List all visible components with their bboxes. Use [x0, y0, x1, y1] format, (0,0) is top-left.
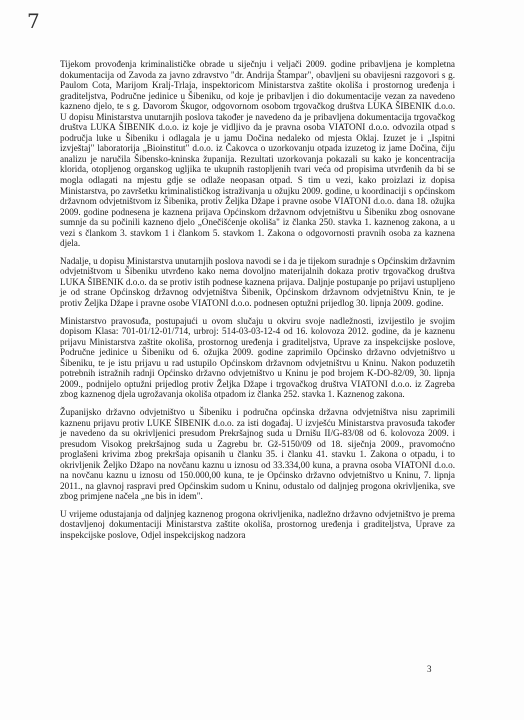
paragraph-2: Nadalje, u dopisu Ministarstva unutarnjih poslova navodi se i da je tijekom suradnje s Općinskim državnim odvjetništvom u Šibeniku utvrđeno kako nema dovoljno materijalnih dokaza protiv trgovačkog društva LUKA ŠIBENIK d.o.o. da se protiv istih podnese kaznena prijava. Daljnje postupanje po prijavi ustupljeno je od strane Općinskog državnog odvjetništva Šibenik, Općinskom državnom odvjetništvu Knin, te je protiv Željka Džape i pravne osobe VIATONI d.o.o. podnesen optužni prijedlog 30. lipnja 2009. godine. [60, 255, 455, 309]
paragraph-3: Ministarstvo pravosuđa, postupajući u ovom slučaju u okviru svoje nadležnosti, izvijestilo je svojim dopisom Klasa: 701-01/12-01/714, urbroj: 514-03-03-12-4 od 16. kolovoza 2012. godine, da je kaznenu prijavu Ministarstva zaštite okoliša, prostornog uređenja i graditeljstva, Uprave za inspekcijske poslove, Područne jedinice u Šibeniku od 6. ožujka 2009. godine zaprimilo Općinsko državno odvjetništvo u Šibeniku, te je istu prijavu u rad ustupilo Općinskom državnom odvjetništvu u Kninu. Nakon poduzetih potrebnih istražnih radnji Općinsko državno odvjetništvo u Kninu je pod brojem K-DO-82/09, 30. lipnja 2009., podnijelo optužni prijedlog protiv Željka Džape i trgovačkog društva VIATONI d.o.o. iz Zagreba zbog kaznenog djela ugrožavanja okoliša otpadom iz članka 252. stavka 1. Kaznenog zakona. [60, 315, 455, 400]
paragraph-1: Tijekom provođenja kriminalističke obrade u siječnju i veljači 2009. godine pribavljena je kompletna dokumentacija od Zavoda za javno zdravstvo "dr. Andrija Štampar", obavljeni su obavijesni razgovori s g. Paulom Cota, Marijom Kralj-Trlaja, inspektoricom Ministarstva zaštite okoliša i prostornog uređenja i graditeljstva, Područne jedinice u Šibeniku, od koje je pribavljen i dio dokumentacije vezan za navedeno kazneno djelo, te s g. Davorom Škugor, odgovornom osobom trgovačkog društva LUKA ŠIBENIK d.o.o. U dopisu Ministarstva unutarnjih poslova također je navedeno da je pribavljena dokumentacija trgovačkog društva LUKA ŠIBENIK d.o.o. iz koje je vidljivo da je pravna osoba VIATONI d.o.o. odvozila otpad s područja luke u Šibeniku i odlagala je u jamu Dočina nedaleko od mjesta Oklaj. Izuzet je i „Ispitni izvještaj" laboratorija „Bioinstitut" d.o.o. iz Čakovca o uzorkovanju otpada izuzetog iz jame Dočina, čiju analizu je naručila Šibensko-kninska županija. Rezultati uzorkovanja pokazali su kako je koncentracija klorida, otopljenog organskog ugljika te ukupnih rastopljenih tvari veća od propisima utvrđenih da bi se mogla odlagati na mjestu gdje se odlaže neopasan otpad. S tim u vezi, kako proizlazi iz dopisa Ministarstva, po završetku kriminalističkog istraživanja u ožujku 2009. godine, u koordinaciji s općinskom državnom odvjetništvom iz Šibenika, protiv Željka Džape i pravne osobe VIATONI d.o.o. dana 18. ožujka 2009. godine podnesena je kaznena prijava Općinskom državnom odvjetništvu u Šibeniku zbog osnovane sumnje da su počinili kazneno djelo „Onečišćenje okoliša" iz članka 250. stavka 1. kaznenog zakona, a u vezi s člankom 3. stavkom 1 i člankom 5. stavkom 1. Zakona o odgovornosti pravnih osoba za kaznena djela. [60, 59, 455, 249]
paragraph-4: Županijsko državno odvjetništvo u Šibeniku i područna općinska državna odvjetništva nisu zaprimili kaznenu prijavu protiv LUKE ŠIBENIK d.o.o. za isti događaj. U izvješću Ministarstva pravosuđa također je navedeno da su okrivljenici presudom Prekršajnog suda u Drnišu II/G-83/08 od 6. kolovoza 2009. i presudom Visokog prekršajnog suda u Zagrebu br. Gž-5150/09 od 18. siječnja 2009., pravomoćno proglašeni krivima zbog prekršaja opisanih u članku 35. i članku 41. stavku 1. Zakona o otpadu, i to okrivljenik Željko Džapo na novčanu kaznu u iznosu od 33.334,00 kuna, a pravna osoba VIATONI d.o.o. na novčanu kaznu u iznosu od 150.000,00 kuna, te je Općinsko državno odvjetništvo u Kninu, 7. lipnja 2011., na glavnoj raspravi pred Općinskim sudom u Kninu, odustalo od daljnjeg progona okrivljenika, sve zbog primjene načela „ne bis in idem". [60, 406, 455, 502]
paragraph-5: U vrijeme odustajanja od daljnjeg kaznenog progona okrivljenika, nadležno državno odvjetništvo je prema dostavljenoj dokumentaciji Ministarstva zaštite okoliša, prostornog uređenja i graditeljstva, Uprave za inspekcijske poslove, Odjel inspekcijskog nadzora [60, 508, 455, 540]
page-number: 3 [427, 664, 432, 674]
handwritten-page-mark: 7 [27, 9, 40, 33]
body-text [60, 59, 455, 548]
